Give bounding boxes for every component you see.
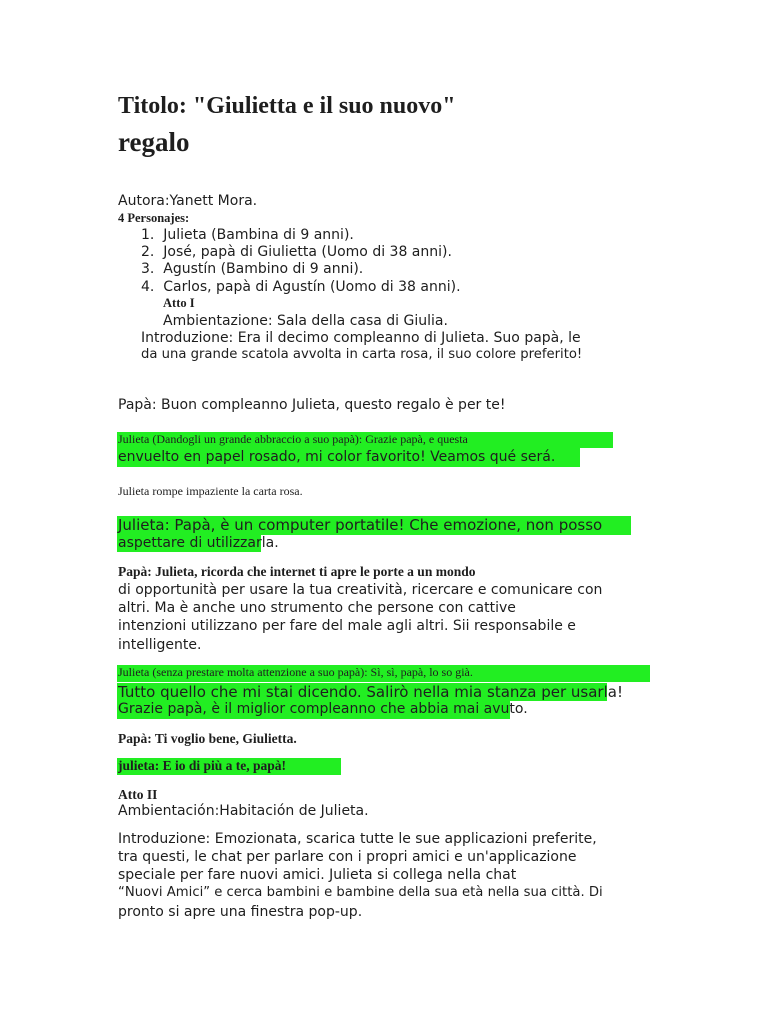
act2-intro-line: Introduzione: Emozionata, scarica tutte le sue applicazioni preferite, (118, 831, 597, 847)
character-item (141, 279, 461, 295)
dialogue-papa-3: Papà: Ti voglio bene, Giulietta. (118, 731, 297, 746)
dialogue-papa-1: Papà: Buon compleanno Julieta, questo regalo è per te! (118, 397, 506, 413)
dialogue-julieta-3-line (118, 683, 623, 701)
dialogue-julieta-1-line (118, 449, 555, 465)
dialogue-text: . (550, 449, 556, 465)
character-number: 2. (141, 244, 155, 260)
act2-intro-line: pronto si apre una finestra pop-up. (118, 904, 363, 920)
title-line-1: Titolo: "Giulietta e il suo nuovo" (118, 93, 456, 119)
dialogue-julieta-3-line: Julieta (senza prestare molta attenzione a suo papà): Sì, sì, papà, lo so già. (118, 665, 473, 679)
act1-heading: Atto I (163, 296, 195, 310)
act2-heading: Atto II (118, 787, 158, 802)
dialogue-papa-2-line: intenzioni utilizzano per fare del male agli altri. Sii responsabile e (118, 618, 576, 634)
dialogue-text: envuelto en papel rosado, mi color favorito! Veamos qué será (118, 449, 551, 465)
title-line-2: regalo (118, 127, 190, 157)
character-text: Carlos, papà di Agustín (Uomo di 38 anni). (163, 279, 461, 295)
character-number: 4. (141, 279, 155, 295)
dialogue-text: a! (607, 683, 623, 701)
dialogue-text: aspettare di utilizzarl (118, 535, 266, 551)
dialogue-text: Tutto quello che mi stai dicendo. Salirò nella mia stanza per usarl (118, 683, 608, 701)
act1-intro-line: Introduzione: Era il decimo compleanno di Julieta. Suo papà, le (141, 330, 581, 346)
character-text: José, papà di Giulietta (Uomo di 38 anni). (163, 244, 452, 260)
act2-intro-line: tra questi, le chat per parlare con i propri amici e un'applicazione (118, 849, 577, 865)
dialogue-julieta-2-line: Julieta: Papà, è un computer portatile! Che emozione, non posso (118, 516, 603, 534)
dialogue-papa-2-line: di opportunità per usare la tua creatività, ricercare e comunicare con (118, 582, 603, 598)
dialogue-text: Grazie papà, è il miglior compleanno che abbia mai avut (118, 701, 515, 717)
character-item (141, 244, 452, 260)
stage-direction: Julieta rompe impaziente la carta rosa. (118, 484, 303, 498)
dialogue-text: o. (514, 701, 528, 717)
act1-intro-line: da una grande scatola avvolta in carta rosa, il suo colore preferito! (141, 347, 583, 362)
character-item (141, 227, 354, 243)
dialogue-papa-2-line: intelligente. (118, 637, 202, 653)
character-text: Julieta (Bambina di 9 anni). (163, 227, 354, 243)
dialogue-papa-2-line: altri. Ma è anche uno strumento che persone con cattive (118, 600, 516, 616)
character-item (141, 261, 363, 277)
character-text: Agustín (Bambino di 9 anni). (163, 261, 364, 277)
dialogue-julieta-4: julieta: E io di più a te, papà! (118, 758, 287, 773)
act1-setting: Ambientazione: Sala della casa di Giulia. (163, 313, 448, 329)
dialogue-julieta-1-line: Julieta (Dandogli un grande abbraccio a suo papà): Grazie papà, e questa (118, 432, 468, 446)
dialogue-papa-2-line: Papà: Julieta, ricorda che internet ti apre le porte a un mondo (118, 564, 476, 579)
dialogue-julieta-3-line (118, 701, 528, 717)
act2-setting: Ambientación:Habitación de Julieta. (118, 803, 369, 819)
dialogue-julieta-2-line (118, 535, 279, 551)
character-number: 1. (141, 227, 155, 243)
author: Autora:Yanett Mora. (118, 193, 258, 209)
character-number: 3. (141, 261, 155, 277)
act2-intro-line: “Nuovi Amici” e cerca bambini e bambine della sua età nella sua città. Di (118, 885, 603, 900)
characters-heading: 4 Personajes: (118, 211, 190, 225)
act2-intro-line: speciale per fare nuovi amici. Julieta si collega nella chat (118, 867, 517, 883)
dialogue-text: a. (265, 535, 279, 551)
